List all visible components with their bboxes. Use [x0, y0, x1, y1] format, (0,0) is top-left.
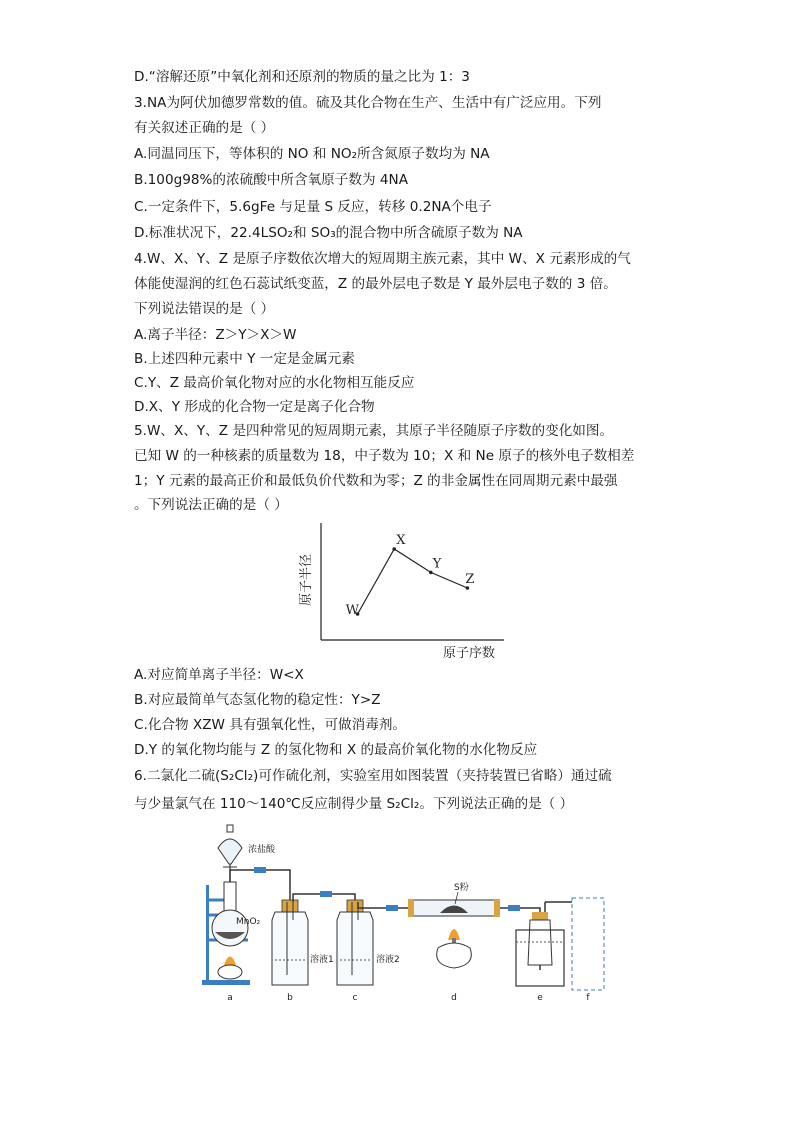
chart-y-label: 原子半径: [299, 553, 314, 607]
text-line: 下列说法错误的是（ ）: [134, 301, 275, 317]
sulfur-powder-label: S粉: [454, 883, 469, 893]
text-line: 1；Y 元素的最高正价和最低负价代数和为零；Z 的非金属性在同周期元素中最强: [134, 473, 618, 489]
text-line: 体能使湿润的红色石蕊试纸变蓝，Z 的最外层电子数是 Y 最外层电子数的 3 倍。: [134, 276, 617, 292]
apparatus-label-e: e: [537, 993, 543, 1003]
text-line: 4.W、X、Y、Z 是原子序数依次增大的短周期主族元素，其中 W、X 元素形成的气: [134, 251, 631, 267]
text-line: B.对应最简单气态氢化物的稳定性：Y>Z: [134, 692, 381, 708]
series-line: [358, 549, 468, 614]
text-line: A.对应简单离子半径：W<X: [134, 667, 304, 683]
reaction-tube-d: [408, 899, 500, 917]
text-line: D.Y 的氧化物均能与 Z 的氢化物和 X 的最高价氧化物的水化物反应: [134, 742, 538, 758]
apparatus-label-b: b: [287, 993, 293, 1003]
text-line: A.离子半径：Z＞Y＞X＞W: [134, 327, 297, 343]
solution1-label: 溶液1: [310, 955, 334, 965]
atomic-radius-chart: [282, 518, 512, 663]
text-line: D.X、Y 形成的化合物一定是离子化合物: [134, 399, 375, 415]
apparatus-diagram: [190, 820, 610, 1005]
apparatus-label-f: f: [586, 993, 590, 1003]
apparatus-label-d: d: [451, 993, 457, 1003]
text-line: 有关叙述正确的是（ ）: [134, 120, 275, 136]
text-line: C.化合物 XZW 具有强氧化性，可做消毒剂。: [134, 717, 407, 733]
text-line: A.同温同压下，等体积的 NO 和 NO₂所含氮原子数均为 NA: [134, 146, 490, 162]
text-line: D.“溶解还原”中氧化剂和还原剂的物质的量之比为 1：3: [134, 69, 470, 85]
text-line: 与少量氯气在 110～140℃反应制得少量 S₂Cl₂。下列说法正确的是（ ）: [134, 796, 574, 812]
text-line: C.Y、Z 最高价氧化物对应的水化物相互能反应: [134, 375, 415, 391]
alcohol-lamp-d: [437, 929, 472, 968]
point-label-w: W: [345, 603, 359, 618]
text-line: B.100g98%的浓硫酸中所含氧原子数为 4NA: [134, 172, 408, 188]
apparatus-label-c: c: [352, 993, 358, 1003]
text-line: B.上述四种元素中 Y 一定是金属元素: [134, 351, 355, 367]
ice-bath-beaker-e: [516, 912, 564, 986]
text-line: 。下列说法正确的是（ ）: [134, 497, 288, 513]
point-label-y: Y: [432, 556, 442, 572]
chart-x-label: 原子序数: [442, 646, 496, 661]
point-label-z: Z: [465, 572, 475, 587]
alcohol-lamp-a: [218, 957, 242, 980]
stand-base: [202, 980, 250, 985]
solution2-label: 溶液2: [376, 955, 400, 965]
wash-bottle-b: [272, 900, 308, 985]
mno2-label: MnO₂: [236, 917, 261, 927]
point-label-x: X: [396, 533, 406, 548]
wash-bottle-c: [337, 900, 373, 985]
text-line: C.一定条件下，5.6gFe 与足量 S 反应，转移 0.2NA个电子: [134, 199, 492, 215]
conc-hcl-label: 浓盐酸: [248, 845, 276, 855]
text-line: 3.NA为阿伏加德罗常数的值。硫及其化合物在生产、生活中有广泛应用。下列: [134, 95, 602, 111]
text-line: 已知 W 的一种核素的质量数为 18，中子数为 10；X 和 Ne 原子的核外电子数相差: [134, 448, 635, 464]
unit-f-placeholder: [572, 898, 604, 990]
text-line: D.标准状况下，22.4LSO₂和 SO₃的混合物中所含硫原子数为 NA: [134, 225, 523, 241]
text-line: 5.W、X、Y、Z 是四种常见的短周期元素，其原子半径随原子序数的变化如图。: [134, 423, 614, 439]
text-line: 6.二氯化二硫(S₂Cl₂)可作硫化剂，实验室用如图装置（夹持装置已省略）通过硫: [134, 768, 612, 784]
apparatus-label-a: a: [227, 993, 233, 1003]
